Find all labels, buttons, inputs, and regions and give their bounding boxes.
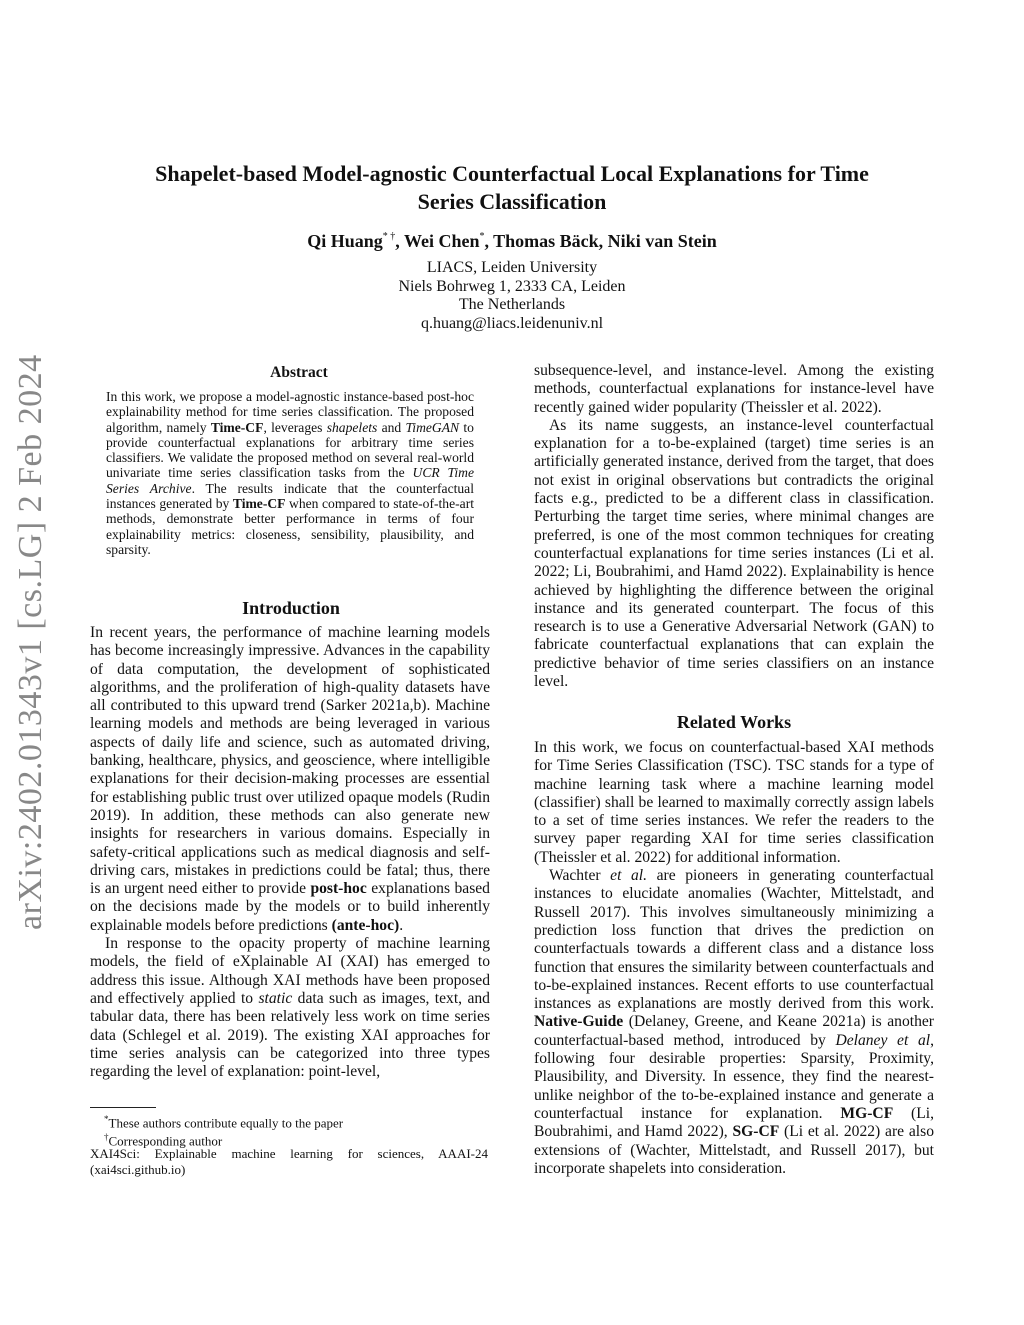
arxiv-identifier: arXiv:2402.01343v1 [cs.LG] 2 Feb 2024	[12, 354, 49, 930]
intro-paragraph-2: In response to the opacity property of machine learning models, the field of eXplainable AI (XAI) has emerged to address this issue. Although XAI methods have been proposed and effectively applied to static data such as images, text, and tabular data, there has been relatively less work on time series data (Schlegel et al. 2019). The existing XAI approaches for time series analysis can be categorized into three types regarding the level of explanation: point-level,	[90, 935, 490, 1081]
author-1: Qi Huang	[307, 231, 383, 251]
intro-paragraph-1: In recent years, the performance of machine learning models has become increasingly impressive. Advances in the capability of data computation, the development of sophisticated algorithms, and the proliferation of high-quality datasets have all contributed to this upward trend (Sarker 2021a,b). Machine learning models and methods are being leveraged in various aspects of daily life and science, such as automated driving, banking, healthcare, physics, and geoscience, where intelligible explanations for their decision-making processes are essential for establishing public trust over utilized opaque models (Rudin 2019). In addition, these methods can also generate new insights for researchers in various domains. Especially in safety-critical applications such as medical diagnosis and self-driving cars, mistakes in predictions could be fatal; thus, there is an urgent need either to provide post-hoc explanations based on the decisions made by the models or to build inherently explainable models before predictions (ante-hoc).	[90, 624, 490, 934]
author-list	[0, 231, 1024, 252]
footnote-workshop: XAI4Sci: Explainable machine learning for sciences, AAAI-24 (xai4sci.github.io)	[90, 1146, 488, 1177]
related-works-heading: Related Works	[676, 712, 792, 732]
related-paragraph-1: In this work, we focus on counterfactual-based XAI methods for Time Series Classification (TSC). TSC stands for a type of machine learning task where a machine learning model (classifier) shall be learned to maximally correctly assign labels to a set of time series instances. We refer the readers to the survey paper regarding XAI for time series classification (Theissler et al. 2022) for additional information.	[534, 739, 934, 866]
right-column-continued	[534, 362, 934, 691]
right-paragraph-1: subsequence-level, and instance-level. Among the existing methods, counterfactual explanations for instance-level have recently gained wider popularity (Theissler et al. 2022).	[534, 362, 934, 416]
footnote-rule	[90, 1107, 156, 1108]
author-2-mark: *	[479, 231, 485, 242]
related-works-text	[534, 739, 934, 1178]
author-1-marks: * †	[382, 231, 396, 242]
paper-title	[0, 160, 1024, 216]
affiliation-country: The Netherlands	[458, 296, 566, 313]
title-line-1: Shapelet-based Model-agnostic Counterfactual Local Explanations for Time	[155, 161, 869, 186]
introduction-heading: Introduction	[242, 598, 340, 618]
abstract-text: In this work, we propose a model-agnostic instance-based post-hoc explainability method for time series classification. The proposed algorithm, namely Time-CF, leverages shapelets and TimeGAN to provide counterfactual explanations for arbitrary time series classifiers. We validate the proposed method on several real-world univariate time series classification tasks from the UCR Time Series Archive. The results indicate that the counterfactual instances generated by Time-CF when compared to state-of-the-art methods, demonstrate better performance in terms of four explainability metrics: closeness, sensibility, plausibility, and sparsity.	[106, 389, 475, 557]
introduction-text	[90, 624, 490, 1081]
other-authors: , Thomas Bäck, Niki van Stein	[484, 231, 717, 251]
abstract-heading: Abstract	[270, 364, 328, 381]
affiliation-address: Niels Bohrweg 1, 2333 CA, Leiden	[398, 277, 626, 295]
affiliation-email: q.huang@liacs.leidenuniv.nl	[420, 314, 604, 332]
right-paragraph-2: As its name suggests, an instance-level counterfactual explanation for a to-be-explained (target) time series is an artificially generated instance, derived from the target, that does not exist in original observations but contradicts the original facts e.g., predicted to be a different class in classification. Perturbing the target time series, where minimal changes are preferred, is one of the most common techniques for creating counterfactual explanations for time series instances (Li et al. 2022; Li, Boubrahimi, and Hamd 2022). Explainability is hence achieved by highlighting the difference between the original instance and its generated counterpart. The focus of this research is to use a Generative Adversarial Network (GAN) to fabricate counterfactual explanations that can explain the predictive behavior of time series classifiers on an instance level.	[534, 416, 934, 691]
title-line-2: Series Classification	[417, 189, 607, 214]
footnote-2: †Corresponding author	[104, 1132, 223, 1149]
related-paragraph-2: Wachter et al. are pioneers in generating counterfactual instances to elucidate anomalies (Wachter, Mittelstadt, and Russell 2017). This involves simultaneously minimizing a prediction loss function that drives the prediction on counterfactuals towards a different class and a distance loss function that ensures the similarity between counterfactuals and to-be-explained instances. Recent efforts to use counterfactual instances as explanations are mostly derived from this work. Native-Guide (Delaney, Greene, and Keane 2021a) is another counterfactual-based method, introduced by Delaney et al, following four desirable properties: Sparsity, Proximity, Plausibility, and Diversity. In essence, they find the nearest-unlike neighbor of the to-be-explained instance and generate a counterfactual instance for explanation. MG-CF (Li, Boubrahimi, and Hamd 2022), SG-CF (Li et al. 2022) are also extensions of (Wachter, Mittelstadt, and Russell 2017), but incorporate shapelets into consideration.	[534, 867, 935, 1177]
footnote-1: *These authors contribute equally to the paper	[104, 1114, 344, 1131]
affiliation-block	[0, 259, 1024, 333]
author-2: , Wei Chen	[395, 231, 480, 251]
affiliation-institution: LIACS, Leiden University	[426, 259, 598, 276]
